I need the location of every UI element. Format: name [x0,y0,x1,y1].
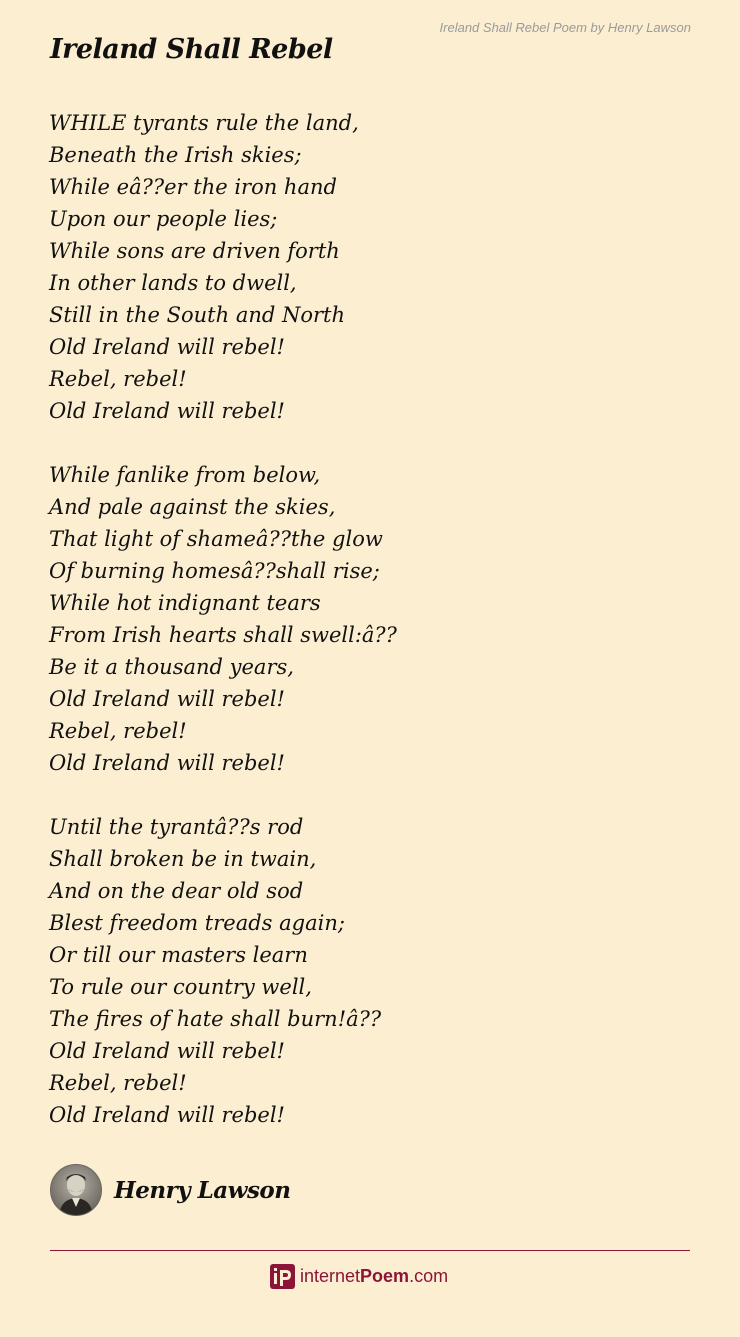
logo-text-poem: Poem [360,1265,410,1286]
author-name[interactable]: Henry Lawson [114,1176,291,1204]
poem-line: While hot indignant tears [49,591,321,615]
poem-line: To rule our country well, [49,975,312,999]
poem-line: Rebel, rebel! [49,1071,187,1095]
poem-line: WHILE tyrants rule the land, [49,111,359,135]
poem-line: Old Ireland will rebel! [49,751,285,775]
poem-line: Old Ireland will rebel! [49,335,285,359]
poem-line: Upon our people lies; [49,207,278,231]
poem-line: And pale against the skies, [49,495,336,519]
poem-line: Or till our masters learn [49,943,308,967]
poem-line: Shall broken be in twain, [49,847,317,871]
poem-line: In other lands to dwell, [49,271,297,295]
poem-attribution: Ireland Shall Rebel Poem by Henry Lawson [439,20,691,35]
site-logo[interactable] [270,1262,448,1290]
poem-line: While sons are driven forth [49,239,340,263]
poem-line: From Irish hearts shall swell:â?? [49,623,397,647]
poem-line: Rebel, rebel! [49,367,187,391]
poem-line: That light of shameâ??the glow [49,527,383,551]
poem-line: Until the tyrantâ??s rod [49,815,304,839]
stanza-1 [49,107,689,427]
poem-line: The fires of hate shall burn!â?? [49,1007,382,1031]
footer-divider [50,1250,690,1251]
stanza-2 [49,459,689,779]
author-avatar[interactable] [50,1164,102,1216]
logo-text-internet: internet [300,1265,361,1286]
poem-line: Of burning homesâ??shall rise; [49,559,380,583]
poem-line: Blest freedom treads again; [49,911,345,935]
poem-line: Rebel, rebel! [49,719,187,743]
poem-body [49,107,689,1163]
poem-line: Old Ireland will rebel! [49,399,285,423]
poem-line: While fanlike from below, [49,463,321,487]
poem-line: Old Ireland will rebel! [49,687,285,711]
stanza-3 [49,811,689,1131]
poem-line: And on the dear old sod [49,879,304,903]
author-block[interactable] [50,1164,290,1216]
poem-line: Beneath the Irish skies; [49,143,302,167]
poem-title: Ireland Shall Rebel [50,34,333,65]
poem-line: While eâ??er the iron hand [49,175,337,199]
poem-line: Be it a thousand years, [49,655,294,679]
poem-line: Still in the South and North [49,303,346,327]
poem-line: Old Ireland will rebel! [49,1039,285,1063]
logo-text-com: .com [409,1265,449,1286]
author-portrait-icon [51,1165,101,1215]
poem-line: Old Ireland will rebel! [49,1103,285,1127]
internetpoem-logo-icon [270,1264,295,1289]
